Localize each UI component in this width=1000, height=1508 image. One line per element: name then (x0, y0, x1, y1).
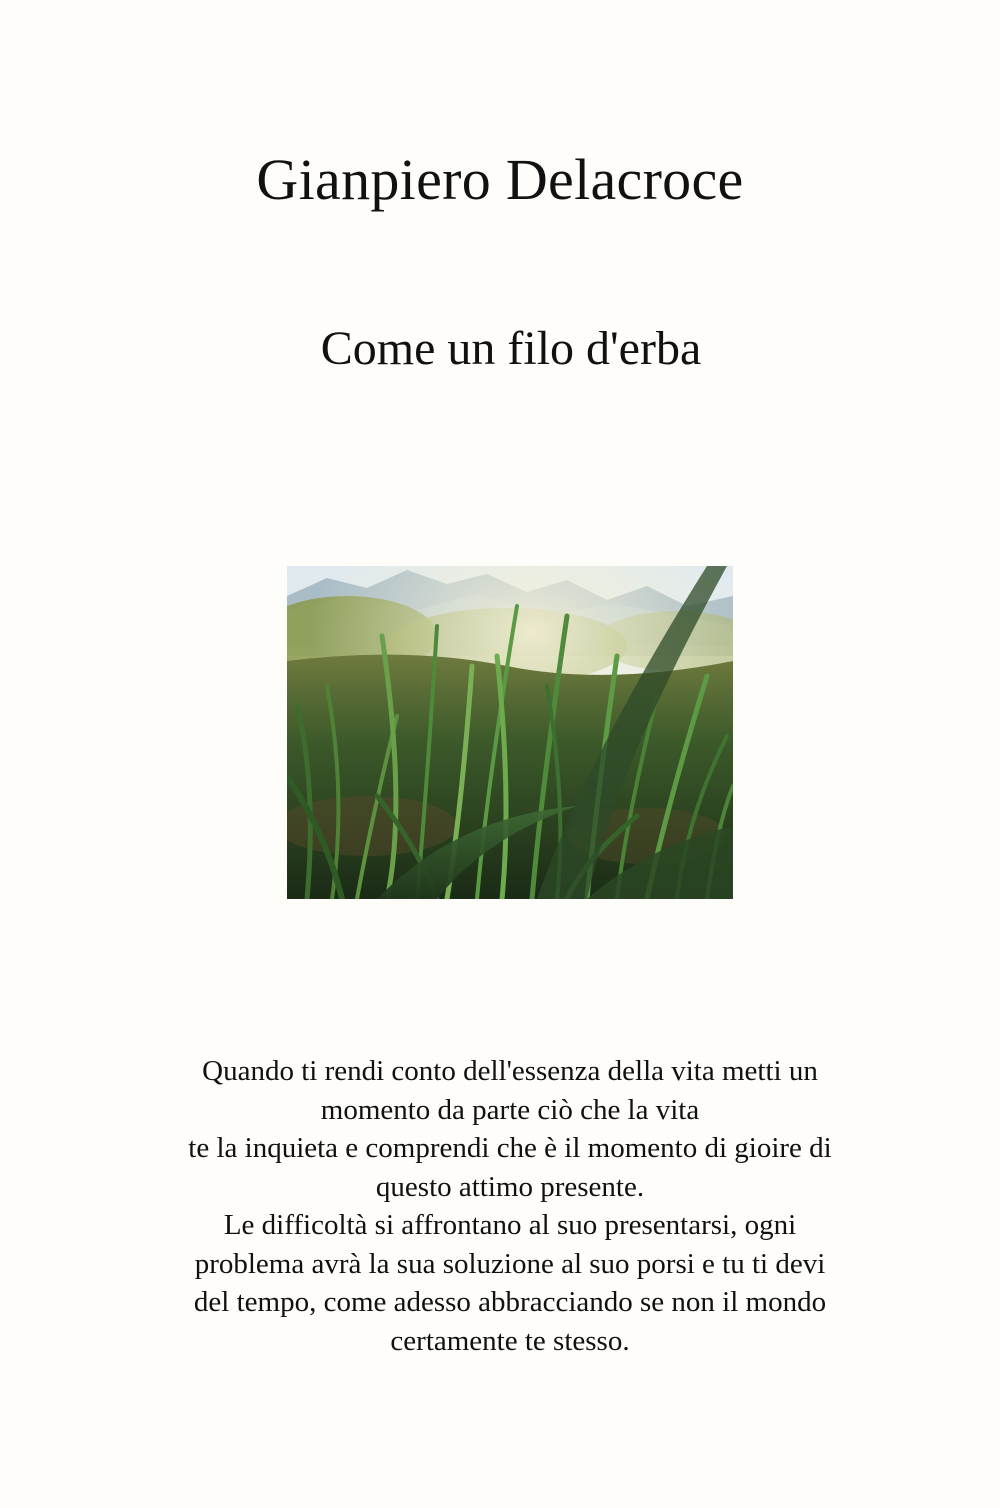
blurb-line: del tempo, come adesso abbracciando se non il mondo (193, 1286, 827, 1318)
book-title: Come un filo d'erba (320, 322, 702, 375)
blurb-line: Quando ti rendi conto dell'essenza della vita metti un (202, 1055, 818, 1087)
blurb-line: momento da parte ciò che la vita (320, 1093, 700, 1126)
blurb-line: te la inquieta e comprendi che è il momento di gioire di (188, 1132, 832, 1164)
blurb-line: certamente te stesso. (390, 1324, 630, 1357)
cover-photo (287, 566, 733, 899)
blurb-line: questo attimo presente. (375, 1170, 645, 1203)
blurb-line: problema avrà la sua soluzione al suo porsi e tu ti devi (194, 1247, 826, 1280)
blurb-line: Le difficoltà si affrontano al suo presentarsi, ogni (223, 1209, 797, 1241)
back-cover-blurb (110, 1052, 910, 1360)
author-name: Gianpiero Delacroce (256, 147, 744, 212)
grass-photo-icon (287, 566, 733, 899)
